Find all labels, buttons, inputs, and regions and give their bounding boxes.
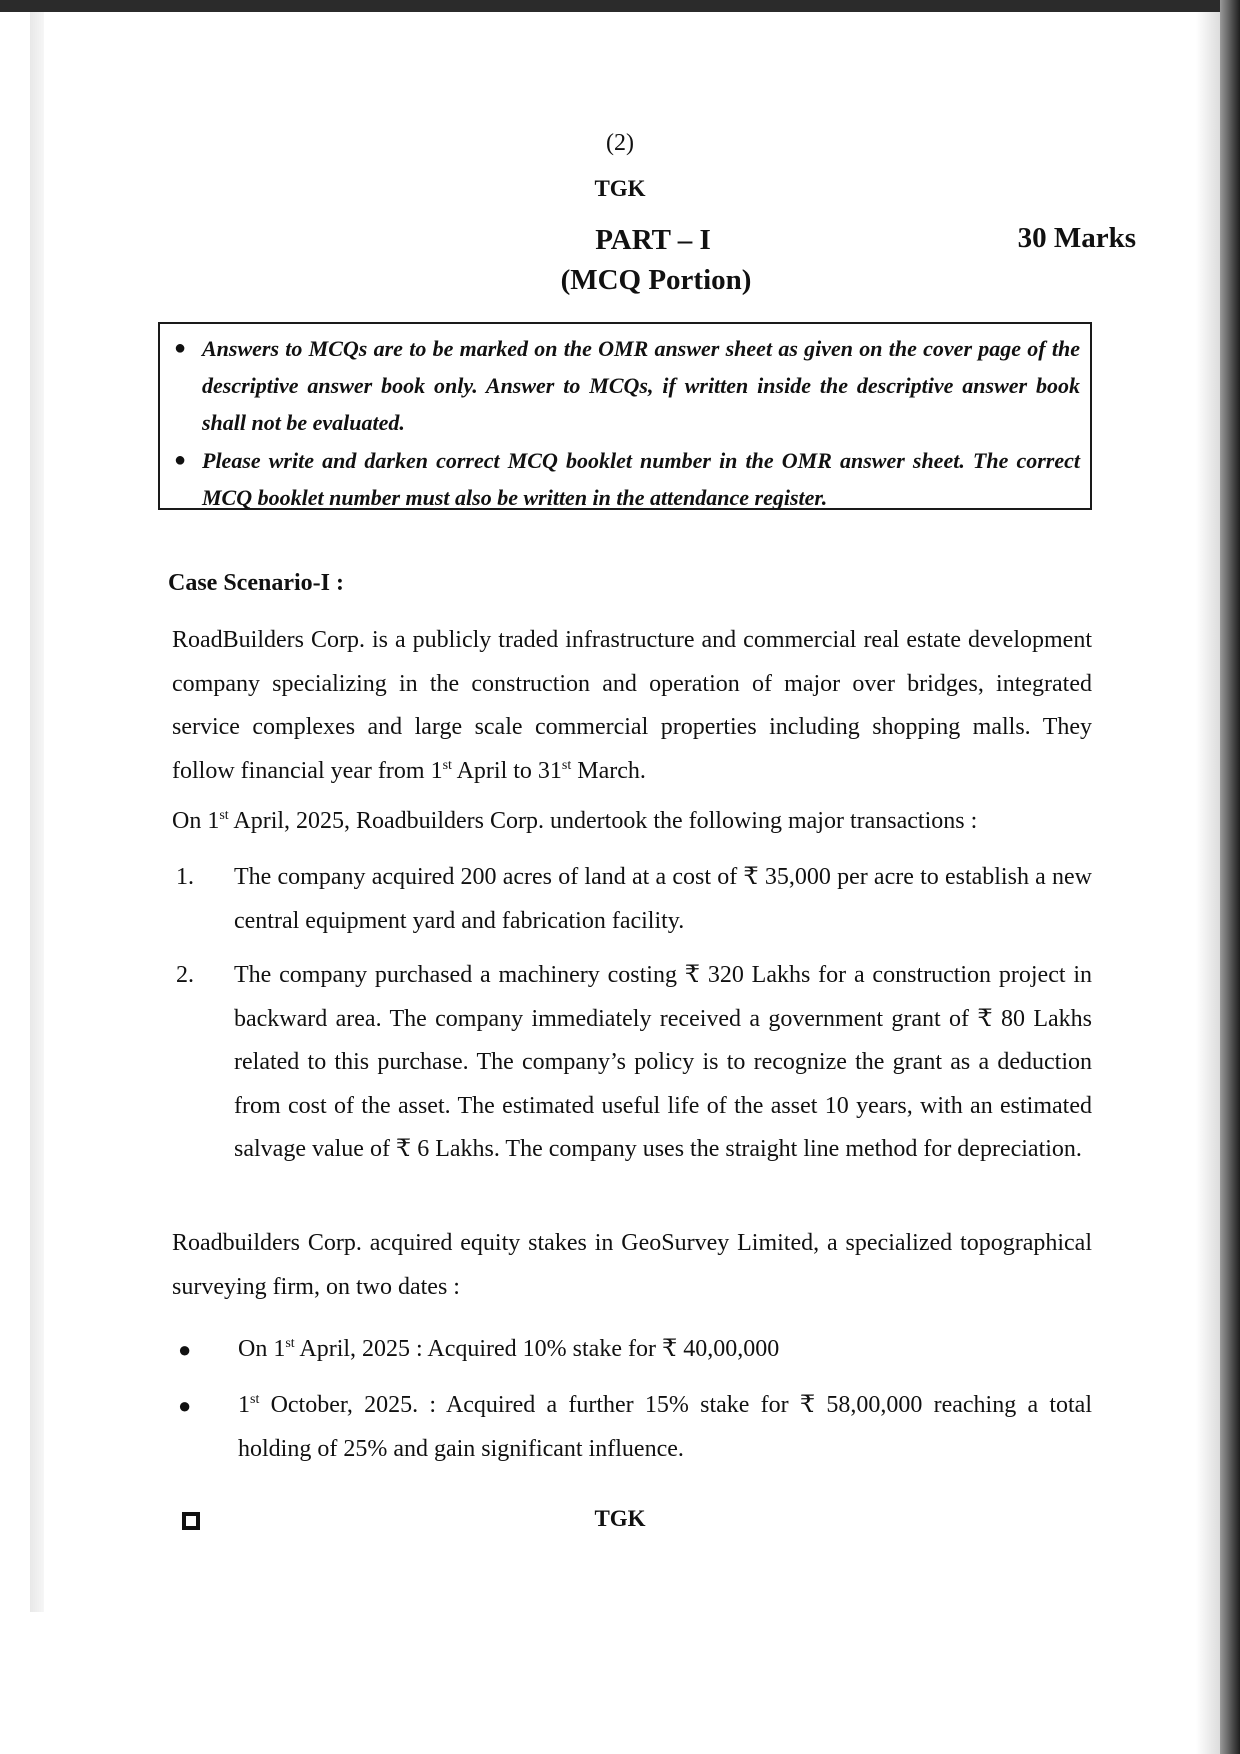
- ordinal-suffix: st: [219, 808, 229, 823]
- item-number: 2.: [176, 962, 194, 988]
- equity-text-part: 1: [238, 1392, 250, 1418]
- intro-text: RoadBuilders Corp. is a publicly traded infrastructure and commercial real estate development company specializing in the construction and operation of major over bridges, integrated service complexes and large scale commercial properties including shopping malls. They follow financial year from 1: [172, 627, 1092, 784]
- instruction-box: [158, 322, 1092, 510]
- transactions-intro-text: April, 2025, Roadbuilders Corp. undertook the following major transactions :: [228, 808, 978, 834]
- page-number: (2): [606, 130, 634, 156]
- ordinal-suffix: st: [442, 757, 452, 773]
- item-number: 1.: [176, 864, 194, 890]
- bullet-icon: ●: [174, 449, 187, 471]
- instruction-text: Answers to MCQs are to be marked on the OMR answer sheet as given on the cover page of the descriptive answer book only. Answer to MCQs, if written inside the descriptive answer book shall not be evaluated.: [202, 336, 1080, 435]
- marks-label: 30 Marks: [1017, 222, 1136, 254]
- ordinal-suffix: st: [285, 1336, 295, 1351]
- transaction-text: The company purchased a machinery costing ₹ 320 Lakhs for a construction project in backward area. The company immediately received a government grant of ₹ 80 Lakhs related to this purchase. The company’s policy is to recognize the grant as a deduction from cost of the asset. The estimated useful life of the asset 10 years, with an estimated salvage value of ₹ 6 Lakhs. The company uses the straight line method for depreciation.: [234, 962, 1092, 1162]
- ordinal-suffix: st: [250, 1392, 260, 1407]
- bullet-icon: ●: [178, 1393, 192, 1418]
- intro-text: April to 31: [451, 757, 562, 784]
- transactions-intro-text: On 1: [172, 808, 220, 834]
- intro-text: March.: [571, 757, 646, 784]
- equity-text-part: October, 2025. : Acquired a further 15% stake for ₹ 58,00,000 reaching a total holding of 25% and gain significant influence.: [238, 1392, 1092, 1462]
- paper-code-top: TGK: [594, 176, 646, 201]
- equity-item: [172, 1384, 1092, 1471]
- ordinal-suffix: st: [561, 757, 572, 773]
- transaction-text: The company acquired 200 acres of land at a cost of ₹ 35,000 per acre to establish a new central equipment yard and fabrication facility.: [234, 864, 1092, 934]
- equity-text: [238, 1328, 1092, 1372]
- transaction-item: [172, 954, 1092, 1172]
- equity-text-part: April, 2025 : Acquired 10% stake for ₹ 40,00,000: [294, 1336, 780, 1362]
- part-title: PART – I: [595, 224, 711, 256]
- case-intro-paragraph: [172, 619, 1092, 793]
- transaction-item: [172, 856, 1092, 943]
- instruction-item: [170, 330, 1080, 441]
- paper-code-footer: TGK: [594, 1506, 646, 1531]
- equity-item: [172, 1328, 1092, 1372]
- bullet-icon: ●: [174, 337, 187, 359]
- equity-text: [238, 1384, 1092, 1471]
- equity-paragraph: Roadbuilders Corp. acquired equity stakes in GeoSurvey Limited, a specialized topographical surveying firm, on two dates :: [172, 1230, 1092, 1300]
- portion-title: (MCQ Portion): [560, 264, 752, 296]
- scan-top-edge: [0, 0, 1240, 12]
- case-heading: Case Scenario-I :: [168, 570, 344, 596]
- instruction-text: Please write and darken correct MCQ booklet number in the OMR answer sheet. The correct MCQ booklet number must also be written in the attendance register.: [202, 448, 1080, 510]
- equity-text-part: On 1: [238, 1336, 286, 1362]
- bullet-icon: ●: [178, 1337, 192, 1362]
- transactions-intro: [172, 800, 1092, 844]
- instruction-item: [170, 442, 1080, 516]
